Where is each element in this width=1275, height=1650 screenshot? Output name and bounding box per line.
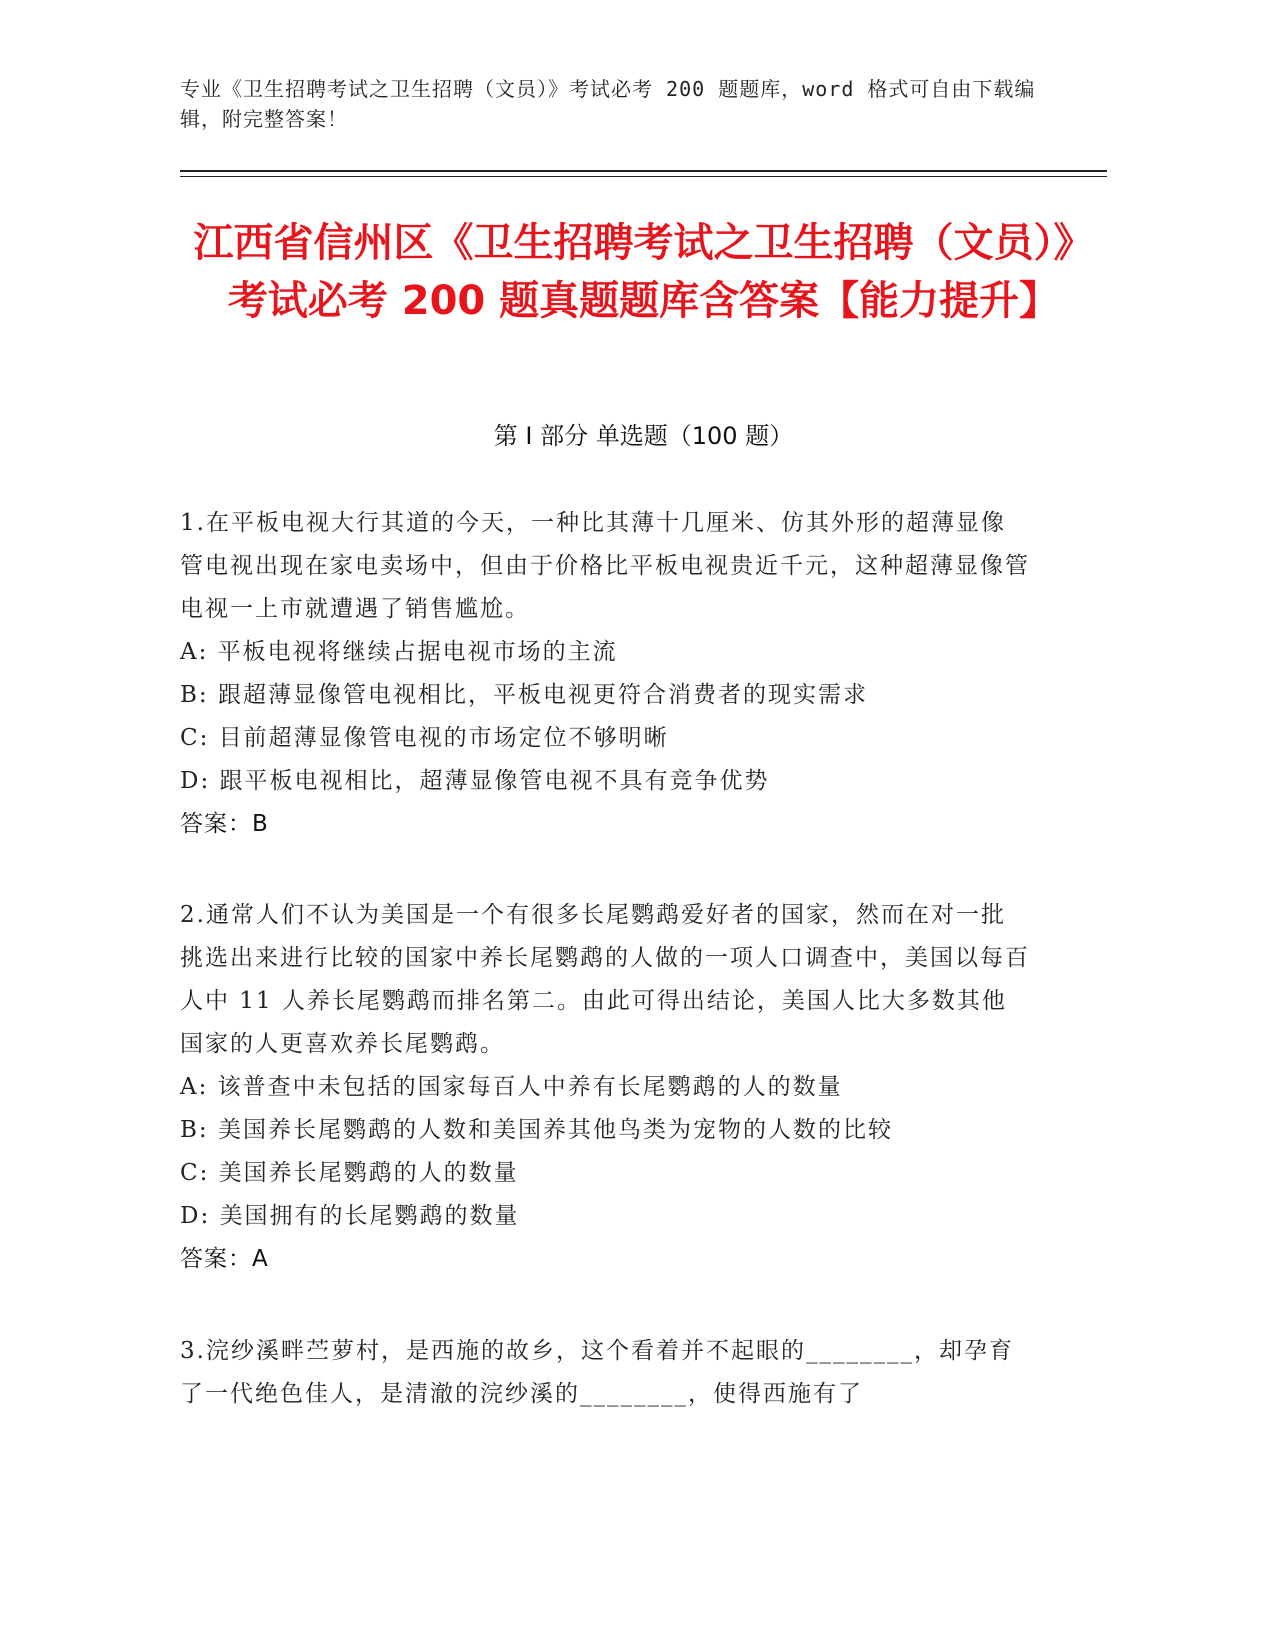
- question-stem: 3.浣纱溪畔苎萝村，是西施的故乡，这个看着并不起眼的________，却孕育了一代绝色佳人，是清澈的浣纱溪的________，使得西施有了: [180, 1338, 1014, 1407]
- question-3: [180, 1330, 1030, 1416]
- header-divider-thick: [180, 170, 1107, 172]
- option-c: C: 美国养长尾鹦鹉的人的数量: [180, 1160, 519, 1186]
- option-a: A: 该普查中未包括的国家每百人中养有长尾鹦鹉的人的数量: [180, 1074, 843, 1100]
- option-b: B: 跟超薄显像管电视相比，平板电视更符合消费者的现实需求: [180, 682, 868, 708]
- question-2: [180, 894, 1030, 1281]
- section-heading: 第 I 部分 单选题（100 题）: [493, 422, 794, 450]
- header-note: 专业《卫生招聘考试之卫生招聘（文员）》考试必考 200 题题库，word 格式可自由下载编辑，附完整答案！: [180, 77, 1036, 131]
- document-title: 江西省信州区《卫生招聘考试之卫生招聘（文员）》考试必考 200 题真题题库含答案【能力提升】: [193, 220, 1094, 324]
- option-a: A: 平板电视将继续占据电视市场的主流: [180, 639, 618, 665]
- question-1: [180, 502, 1030, 846]
- option-d: D: 美国拥有的长尾鹦鹉的数量: [180, 1203, 520, 1229]
- answer-line: 答案：B: [180, 811, 269, 837]
- question-stem: 1.在平板电视大行其道的今天，一种比其薄十几厘米、仿其外形的超薄显像管电视出现在家电卖场中，但由于价格比平板电视贵近千元，这种超薄显像管电视一上市就遭遇了销售尴尬。: [180, 510, 1030, 622]
- option-c: C: 目前超薄显像管电视的市场定位不够明晰: [180, 725, 669, 751]
- answer-line: 答案：A: [180, 1246, 269, 1272]
- option-b: B: 美国养长尾鹦鹉的人数和美国养其他鸟类为宠物的人数的比较: [180, 1117, 893, 1143]
- question-stem: 2.通常人们不认为美国是一个有很多长尾鹦鹉爱好者的国家，然而在对一批挑选出来进行比较的国家中养长尾鹦鹉的人做的一项人口调查中，美国以每百人中 11 人养长尾鹦鹉而排名第二。由此可得出结论，美国人比大多数其他国家的人更喜欢养长尾鹦鹉。: [180, 902, 1030, 1057]
- header-divider-thin: [180, 176, 1107, 177]
- option-d: D: 跟平板电视相比，超薄显像管电视不具有竞争优势: [180, 768, 770, 794]
